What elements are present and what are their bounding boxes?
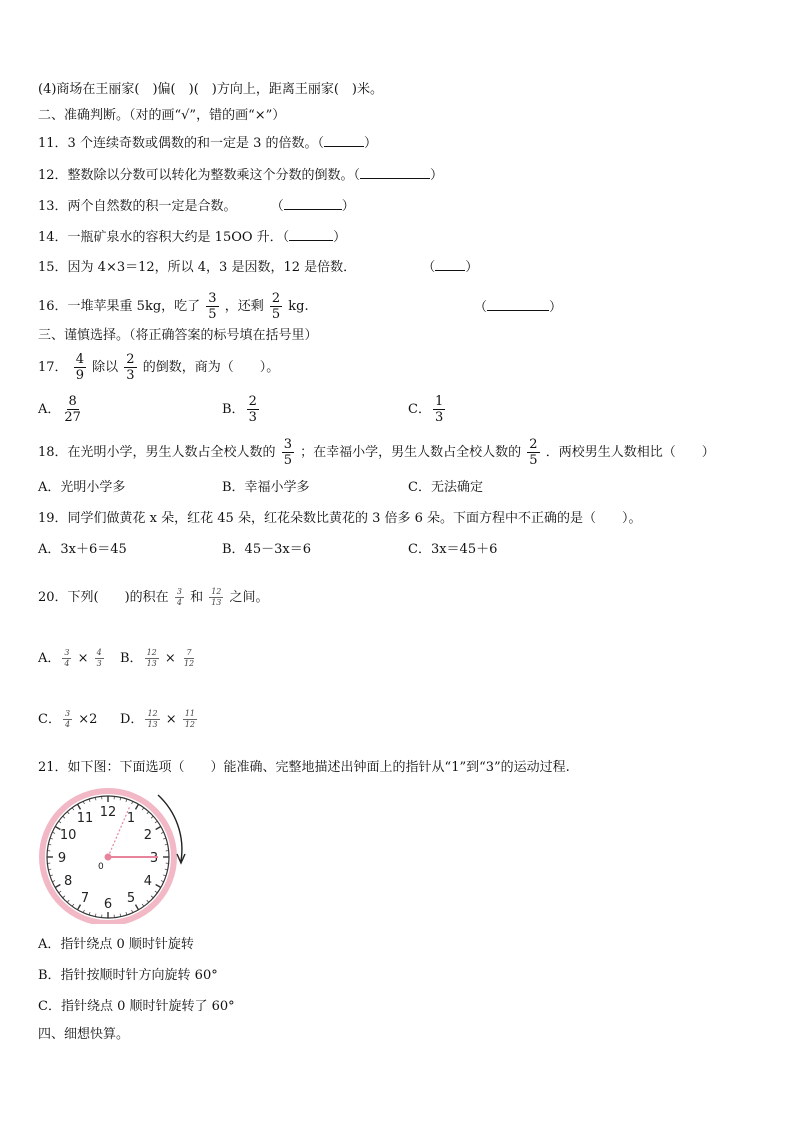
q20-option-c[interactable]: C． $\frac{3}{4}$ ×2 [38, 709, 98, 729]
q15-answer-blank[interactable] [435, 258, 465, 271]
q14 [38, 228, 346, 247]
clock-number-6: 6 [103, 897, 113, 912]
q17 [38, 348, 279, 388]
q11-text: 11．3 个连续奇数或偶数的和一定是 3 的倍数。（ [38, 136, 324, 151]
q14-answer-blank[interactable] [289, 228, 333, 241]
q11-answer-blank[interactable] [324, 134, 364, 147]
q20-text-b: 和 [190, 590, 204, 605]
q20-option-d[interactable]: D． $\frac{12}{13}$ × $\frac{11}{12}$ [120, 709, 195, 729]
q11 [38, 134, 377, 153]
q12-answer-blank[interactable] [360, 166, 430, 179]
q19: 19．同学们做黄花 x 朵，红花 45 朵，红花朵数比黄花的 3 倍多 6 朵。下面方程中不正确的是（ ）。 [38, 511, 642, 526]
clock-center [105, 854, 112, 861]
q19-option-b[interactable]: B．45－3x＝6 [222, 542, 311, 557]
q17-option-b[interactable]: B． $\frac{2}{3}$ [222, 394, 257, 425]
q16-answer: （ ） [474, 300, 563, 315]
section-4-heading: 四、细想快算。 [38, 1027, 130, 1042]
q17-option-a[interactable]: A． $\frac{8}{27}$ [38, 394, 81, 425]
q13-answer-blank[interactable] [284, 197, 342, 210]
clock-number-11: 11 [76, 811, 94, 827]
close-paren: ） [363, 136, 377, 151]
q17-text-b: 的倒数，商为（ ）。 [142, 360, 280, 375]
section-2-heading: 二、准确判断。（对的画“√”，错的画“×”） [38, 108, 286, 123]
section-3-heading: 三、谨慎选择。（将正确答案的标号填在括号里） [38, 328, 318, 343]
clock-figure [38, 784, 198, 924]
clock-number-5: 5 [126, 890, 136, 906]
clock-number-9: 9 [57, 851, 67, 866]
close-paren: ） [341, 199, 355, 214]
q18 [38, 433, 715, 473]
clock-number-10: 10 [59, 828, 77, 843]
clock-number-1: 1 [126, 811, 136, 827]
q13-text: 13．两个自然数的积一定是合数。 [38, 199, 237, 214]
close-paren: ） [549, 300, 563, 315]
q10-part4: (4)商场在王丽家( )偏( )( )方向上，距离王丽家( )米。 [38, 82, 383, 97]
q20-option-a[interactable]: A． $\frac{3}{4}$ × $\frac{4}{3}$ [38, 648, 102, 668]
clock-number-12: 12 [99, 805, 117, 820]
q18-option-a[interactable]: A．光明小学多 [38, 480, 126, 495]
q12-text: 12．整数除以分数可以转化为整数乘这个分数的倒数。（ [38, 168, 361, 183]
fraction-12-13: $\frac{12}{13}$ [211, 587, 222, 607]
q16-answer-blank[interactable] [487, 298, 549, 311]
q16-text-c: kg. [288, 299, 309, 314]
q18-text-a: 18．在光明小学，男生人数占全校人数的 [38, 445, 276, 460]
close-paren: ） [465, 260, 479, 275]
q20 [38, 585, 269, 611]
q20-option-b[interactable]: B． $\frac{12}{13}$ × $\frac{7}{12}$ [120, 648, 195, 668]
q14-text: 14．一瓶矿泉水的容积大约是 15OO 升．（ [38, 230, 290, 245]
clock-number-7: 7 [80, 890, 90, 906]
q17-number: 17． [38, 360, 68, 375]
fraction-2-5: $\frac{2}{5}$ [529, 437, 538, 468]
q18-text-b: ；在幸福小学，男生人数占全校人数的 [300, 445, 522, 460]
fraction-4-9: $\frac{4}{9}$ [75, 352, 84, 383]
q18-option-b[interactable]: B．幸福小学多 [222, 480, 310, 495]
q15-text: 15．因为 4×3＝12，所以 4，3 是因数，12 是倍数． [38, 260, 357, 275]
q13: 13．两个自然数的积一定是合数。 （ ） [38, 199, 355, 214]
q19-option-a[interactable]: A．3x＋6＝45 [38, 542, 127, 557]
q21-option-b[interactable]: B．指针按顺时针方向旋转 60° [38, 968, 218, 983]
clock-number-3: 3 [149, 851, 159, 866]
close-paren: ） [333, 230, 347, 245]
clock-number-8: 8 [64, 874, 73, 889]
q15: 15．因为 4×3＝12，所以 4，3 是因数，12 是倍数． （ ） [38, 260, 479, 275]
q16-text-b: ，还剩 [224, 299, 264, 314]
center-label: 0 [98, 862, 104, 872]
q20-text-c: 之间。 [229, 590, 269, 605]
close-paren: ） [430, 168, 444, 183]
clock-number-2: 2 [143, 828, 152, 843]
fraction-3-5: $\frac{3}{5}$ [208, 291, 217, 322]
q18-option-c[interactable]: C．无法确定 [408, 480, 483, 495]
fraction-3-4: $\frac{3}{4}$ [176, 587, 182, 607]
fraction-2-3: $\frac{2}{3}$ [126, 352, 135, 383]
fraction-2-5: $\frac{2}{5}$ [271, 291, 281, 322]
q21-option-c[interactable]: C．指针绕点 0 顺时针旋转了 60° [38, 999, 235, 1014]
q21: 21．如下图：下面选项（ ）能准确、完整地描述出钟面上的指针从“1”到“3”的运动过程. [38, 760, 570, 775]
q18-text-c: ．两校男生人数相比（ ） [545, 445, 715, 460]
q16-text-a: 16．一堆苹果重 5kg，吃了 [38, 299, 201, 314]
q16 [38, 287, 309, 327]
clock-number-4: 4 [143, 874, 152, 889]
q17-option-c[interactable]: C． $\frac{1}{3}$ [408, 394, 444, 425]
q20-text-a: 20．下列( )的积在 [38, 590, 169, 605]
q19-option-c[interactable]: C．3x＝45＋6 [408, 542, 498, 557]
q17-text-a: 除以 [92, 360, 119, 375]
q21-option-a[interactable]: A．指针绕点 0 顺时针旋转 [38, 937, 194, 952]
fraction-3-5: $\frac{3}{5}$ [283, 437, 292, 468]
q12 [38, 166, 443, 185]
